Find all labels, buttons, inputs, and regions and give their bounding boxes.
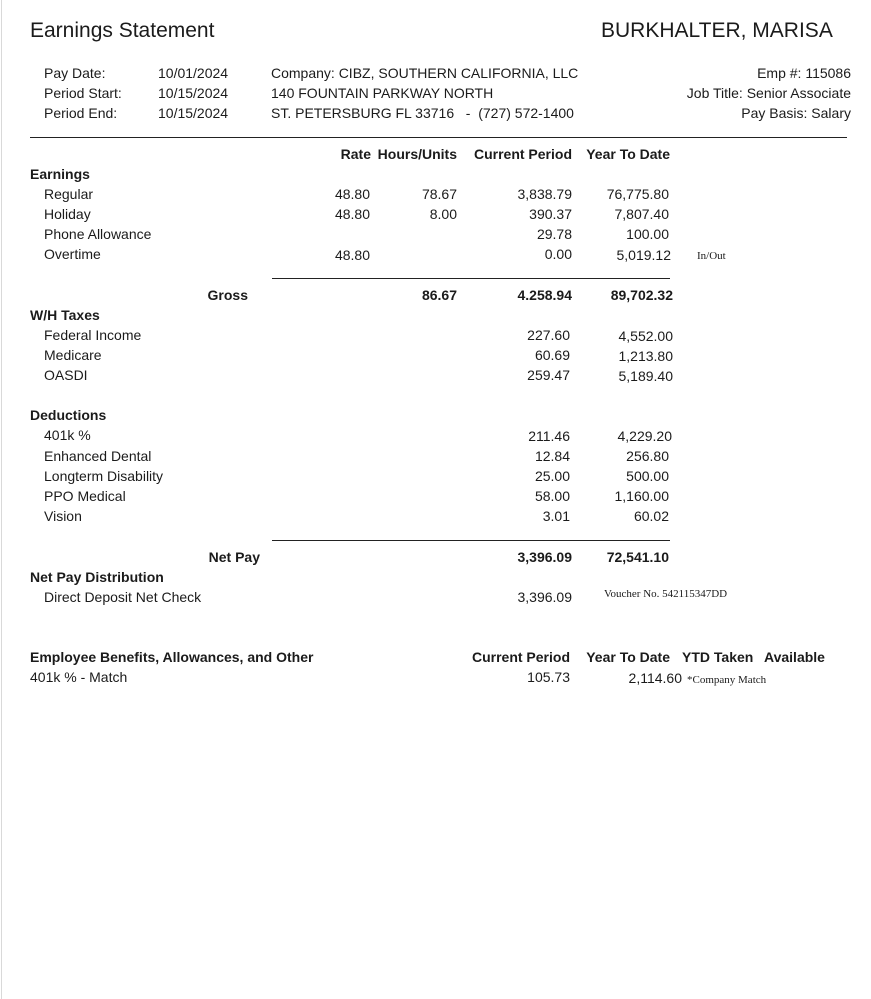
- deduction-label: Longterm Disability: [44, 468, 164, 484]
- pay-date-value: 10/01/2024: [158, 65, 229, 81]
- tax-current: 60.69: [534, 347, 570, 363]
- deduction-label: 401k %: [44, 427, 91, 443]
- col-hours: Hours/Units: [377, 146, 457, 162]
- pay-basis: Pay Basis: Salary: [741, 105, 851, 121]
- earning-label: Regular: [44, 186, 94, 202]
- earning-current: 390.37: [529, 206, 572, 222]
- company-name: Company: CIBZ, SOUTHERN CALIFORNIA, LLC: [271, 65, 579, 81]
- net-pay-divider: [272, 540, 670, 541]
- deduction-ytd: 500.00: [626, 468, 669, 484]
- col-rate: Rate: [340, 146, 371, 162]
- pay-date-label: Pay Date:: [44, 65, 106, 81]
- deduction-current: 58.00: [534, 488, 570, 504]
- col-current: Current Period: [473, 146, 572, 162]
- employee-number: Emp #: 115086: [757, 65, 851, 81]
- distribution-amount: 3,396.09: [517, 589, 572, 605]
- tax-label: OASDI: [44, 367, 88, 383]
- tax-ytd: 5,189.40: [618, 368, 673, 384]
- benefits-heading: Employee Benefits, Allowances, and Other: [30, 649, 314, 665]
- benefits-col-current: Current Period: [471, 649, 570, 665]
- benefits-col-taken: YTD Taken: [682, 649, 754, 665]
- earning-current: 0.00: [544, 246, 572, 262]
- earning-ytd: 100.00: [626, 226, 669, 242]
- earning-current: 3,838.79: [517, 186, 572, 202]
- benefit-label: 401k % - Match: [30, 669, 128, 685]
- deduction-ytd: 1,160.00: [614, 488, 669, 504]
- deduction-ytd: 60.02: [633, 508, 669, 524]
- earning-ytd: 7,807.40: [614, 206, 669, 222]
- earning-label: Holiday: [44, 206, 91, 222]
- net-pay-current: 3,396.09: [517, 549, 572, 565]
- company-city-phone: ST. PETERSBURG FL 33716 - (727) 572-1400: [271, 105, 574, 121]
- gross-label: Gross: [207, 287, 248, 303]
- job-title: Job Title: Senior Associate: [686, 85, 851, 101]
- benefits-col-ytd: Year To Date: [586, 649, 670, 665]
- deduction-label: PPO Medical: [44, 488, 126, 504]
- in-out-note: In/Out: [697, 250, 726, 262]
- taxes-heading: W/H Taxes: [30, 307, 100, 323]
- deduction-current: 12.84: [534, 448, 570, 464]
- earning-hours: 8.00: [429, 206, 457, 222]
- earning-ytd: 76,775.80: [606, 186, 669, 202]
- earning-ytd: 5,019.12: [616, 247, 671, 263]
- statement-title: Earnings Statement: [30, 19, 215, 42]
- deduction-label: Vision: [44, 508, 82, 524]
- period-start-value: 10/15/2024: [158, 85, 229, 101]
- distribution-heading: Net Pay Distribution: [30, 569, 164, 585]
- tax-ytd: 4,552.00: [618, 328, 673, 344]
- header-divider: [30, 137, 847, 138]
- earnings-heading: Earnings: [30, 166, 90, 182]
- voucher-number: Voucher No. 542115347DD: [604, 588, 728, 600]
- company-address: 140 FOUNTAIN PARKWAY NORTH: [271, 85, 494, 101]
- col-ytd: Year To Date: [586, 146, 670, 162]
- deduction-current: 211.46: [528, 428, 570, 444]
- gross-current: 4.258.94: [517, 287, 572, 303]
- distribution-label: Direct Deposit Net Check: [44, 589, 202, 605]
- tax-current: 259.47: [527, 367, 570, 383]
- earning-label: Overtime: [44, 246, 101, 262]
- earning-hours: 78.67: [421, 186, 457, 202]
- deduction-ytd: 256.80: [626, 448, 669, 464]
- earning-rate: 48.80: [334, 186, 370, 202]
- tax-label: Medicare: [44, 347, 102, 363]
- period-start-label: Period Start:: [44, 85, 122, 101]
- deduction-current: 25.00: [534, 468, 570, 484]
- net-pay-ytd: 72,541.10: [606, 549, 669, 565]
- gross-divider: [272, 278, 670, 279]
- earning-rate: 48.80: [334, 247, 370, 263]
- tax-current: 227.60: [527, 327, 570, 343]
- gross-ytd: 89,702.32: [610, 287, 673, 303]
- earning-label: Phone Allowance: [44, 226, 152, 242]
- tax-ytd: 1,213.80: [618, 348, 673, 364]
- employee-name: BURKHALTER, MARISA: [601, 19, 833, 42]
- benefit-ytd: 2,114.60: [628, 670, 682, 686]
- period-end-label: Period End:: [44, 105, 118, 121]
- period-end-value: 10/15/2024: [158, 105, 229, 121]
- benefit-current: 105.73: [527, 669, 570, 685]
- earning-rate: 48.80: [334, 206, 370, 222]
- deduction-ytd: 4,229.20: [617, 428, 672, 444]
- deductions-heading: Deductions: [30, 407, 107, 423]
- deduction-current: 3.01: [542, 508, 570, 524]
- tax-label: Federal Income: [44, 327, 142, 343]
- earning-current: 29.78: [536, 226, 572, 242]
- page-edge: [1, 0, 2, 999]
- gross-hours: 86.67: [421, 287, 457, 303]
- company-match-note: *Company Match: [687, 674, 767, 686]
- net-pay-label: Net Pay: [208, 549, 260, 565]
- deduction-label: Enhanced Dental: [44, 448, 152, 464]
- benefits-col-available: Available: [764, 649, 825, 665]
